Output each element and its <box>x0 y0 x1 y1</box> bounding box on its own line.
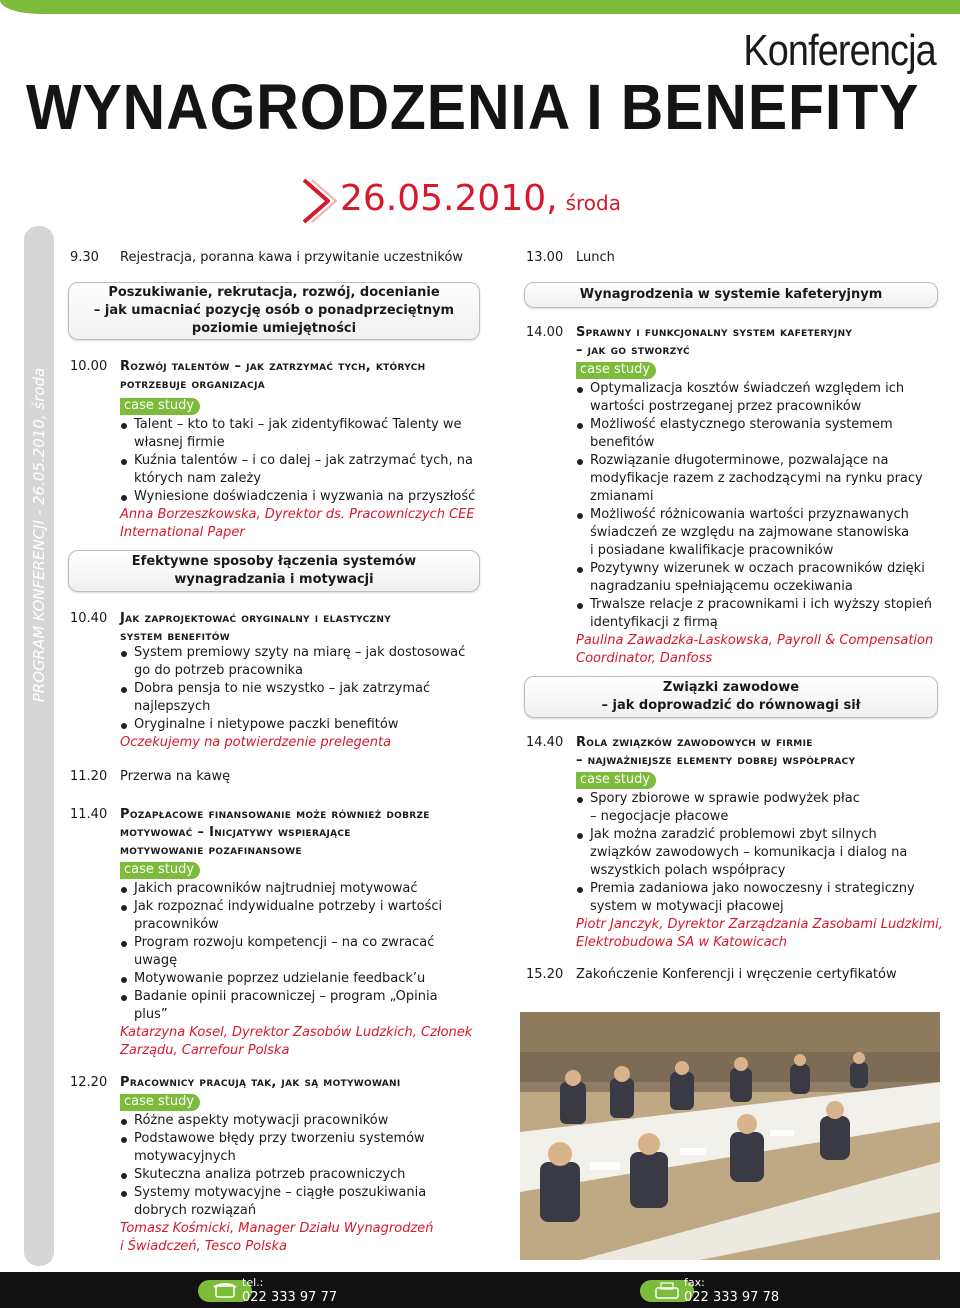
fax-number[interactable]: 022 333 97 78 <box>684 1290 780 1305</box>
speaker: Tomasz Kośmicki, Manager Działu Wynagrodzeń i Świadczeń, Tesco Polska <box>120 1221 434 1254</box>
list-item: Spory zbiorowe w sprawie podwyżek płac – negocjacje płacowe <box>574 790 956 826</box>
session-cafeteria: 14.00 Sprawny i funkcjonalny system kafeteryjny – jak go stworzyć <box>526 325 853 358</box>
list-item: Możliwość elastycznego sterowania systemem benefitów <box>574 416 956 452</box>
list-item: Oryginalne i nietypowe paczki benefitów <box>118 716 498 734</box>
speaker: Paulina Zawadzka-Laskowska, Payroll & Compensation Coordinator, Danfoss <box>576 633 934 666</box>
session-benefits-bullets <box>118 644 498 734</box>
list-item: Możliwość różnicowania wartości przyznawanych świadczeń ze względu na zajmowane stanowiska i posiadane kwalifikacje pracowników <box>574 506 956 560</box>
list-item: Różne aspekty motywacji pracowników <box>118 1112 510 1130</box>
case-study-badge: case study <box>120 1094 200 1111</box>
conference-room-photo <box>520 1012 940 1260</box>
page-title: WYNAGRODZENIA I BENEFITY <box>26 71 920 143</box>
list-item: Badanie opinii pracowniczej – program „Opinia plus” <box>118 988 500 1024</box>
speaker: Anna Borzeszkowska, Dyrektor ds. Pracowniczych CEE International Paper <box>120 507 475 540</box>
session-talent-details <box>120 394 500 542</box>
list-item: Talent – kto to taki – jak zidentyfikować Talenty we własnej firmie <box>118 416 500 452</box>
case-study-badge: case study <box>120 862 200 879</box>
schedule-registration: 9.30 Rejestracja, poranna kawa i przywitanie uczestników <box>70 250 464 265</box>
speaker: Katarzyna Kosel, Dyrektor Zasobów Ludzkich, Członek Zarządu, Carrefour Polska <box>120 1025 473 1058</box>
session-nonfinancial-details <box>120 858 500 1060</box>
list-item: Rozwiązanie długoterminowe, pozwalające na modyfikacje razem z zachodzącymi na rynku pracy zmianami <box>574 452 956 506</box>
session-unions-details <box>576 768 956 952</box>
section-box-cafeteria: Wynagrodzenia w systemie kafeteryjnym <box>524 282 938 308</box>
section-box-recruitment: Poszukiwanie, rekrutacja, rozwój, docenianie – jak umacniać pozycję osób o ponadprzeciętnym poziomie umiejętności <box>68 282 480 340</box>
footer-bar <box>0 1272 960 1308</box>
tel-label: tel.: <box>242 1276 264 1289</box>
speaker: Piotr Janczyk, Dyrektor Zarządzania Zasobami Ludzkimi, Elektrobudowa SA w Katowicach <box>576 917 943 950</box>
sidebar-vertical-label: PROGRAM KONFERENCJI - 26.05.2010, środa <box>24 226 54 1266</box>
event-date: 26.05.2010, środa <box>340 178 621 219</box>
schedule-lunch: 13.00 Lunch <box>526 250 615 265</box>
list-item: Wyniesione doświadczenia i wyzwania na przyszłość <box>118 488 500 506</box>
list-item: Systemy motywacyjne – ciągłe poszukiwania dobrych rozwiązań <box>118 1184 510 1220</box>
section-box-unions: Związki zawodowe – jak doprowadzić do równowagi sił <box>524 676 938 718</box>
list-item: Program rozwoju kompetencji – na co zwracać uwagę <box>118 934 500 970</box>
session-benefits: 10.40 Jak zaprojektować oryginalny i elastyczny system benefitów <box>70 611 392 644</box>
list-item: Trwalsze relacje z pracownikami i ich wyższy stopień identyfikacji z firmą <box>574 596 956 632</box>
schedule-coffee-break: 11.20 Przerwa na kawę <box>70 769 231 784</box>
list-item: Motywowanie poprzez udzielanie feedback’u <box>118 970 500 988</box>
fax-label: fax: <box>684 1276 705 1289</box>
list-item: System premiowy szyty na miarę – jak dostosować go do potrzeb pracownika <box>118 644 498 680</box>
chevron-right-icon <box>298 176 338 226</box>
section-box-systems: Efektywne sposoby łączenia systemów wynagradzania i motywacji <box>68 550 480 592</box>
case-study-badge: case study <box>120 398 200 415</box>
list-item: Podstawowe błędy przy tworzeniu systemów motywacyjnych <box>118 1130 510 1166</box>
session-unions: 14.40 Rola związków zawodowych w firmie – najważniejsze elementy dobrej współpracy <box>526 735 856 768</box>
list-item: Jak można zaradzić problemowi zbyt silnych związków zawodowych – komunikacja i dialog na wszystkich polach współpracy <box>574 826 956 880</box>
session-cafeteria-details <box>576 358 956 668</box>
list-item: Jak rozpoznać indywidualne potrzeby i wartości pracowników <box>118 898 500 934</box>
header-kicker: Konferencja <box>743 26 936 75</box>
top-green-bar <box>0 0 960 14</box>
list-item: Dobra pensja to nie wszystko – jak zatrzymać najlepszych <box>118 680 498 716</box>
session-nonfinancial: 11.40 Pozapłacowe finansowanie może również dobrze motywować – Inicjatywy wspierające motywowanie pozafinansowe <box>70 807 430 858</box>
list-item: Optymalizacja kosztów świadczeń względem ich wartości postrzeganej przez pracowników <box>574 380 956 416</box>
list-item: Jakich pracowników najtrudniej motywować <box>118 880 500 898</box>
tel-number[interactable]: 022 333 97 77 <box>242 1290 338 1305</box>
case-study-badge: case study <box>576 362 656 379</box>
session-motivated: 12.20 Pracownicy pracują tak, jak są motywowani <box>70 1075 401 1090</box>
schedule-closing: 15.20 Zakończenie Konferencji i wręczenie certyfikatów <box>526 967 897 982</box>
session-talent: 10.00 Rozwój talentów – jak zatrzymać tych, których potrzebuje organizacja <box>70 359 426 392</box>
list-item: Premia zadaniowa jako nowoczesny i strategiczny system w motywacji płacowej <box>574 880 956 916</box>
list-item: Skuteczna analiza potrzeb pracowniczych <box>118 1166 510 1184</box>
session-motivated-details <box>120 1090 510 1256</box>
case-study-badge: case study <box>576 772 656 789</box>
list-item: Pozytywny wizerunek w oczach pracowników dzięki nagradzaniu spełniającemu oczekiwania <box>574 560 956 596</box>
list-item: Kuźnia talentów – i co dalej – jak zatrzymać tych, na których nam zależy <box>118 452 500 488</box>
speaker: Oczekujemy na potwierdzenie prelegenta <box>120 735 392 750</box>
